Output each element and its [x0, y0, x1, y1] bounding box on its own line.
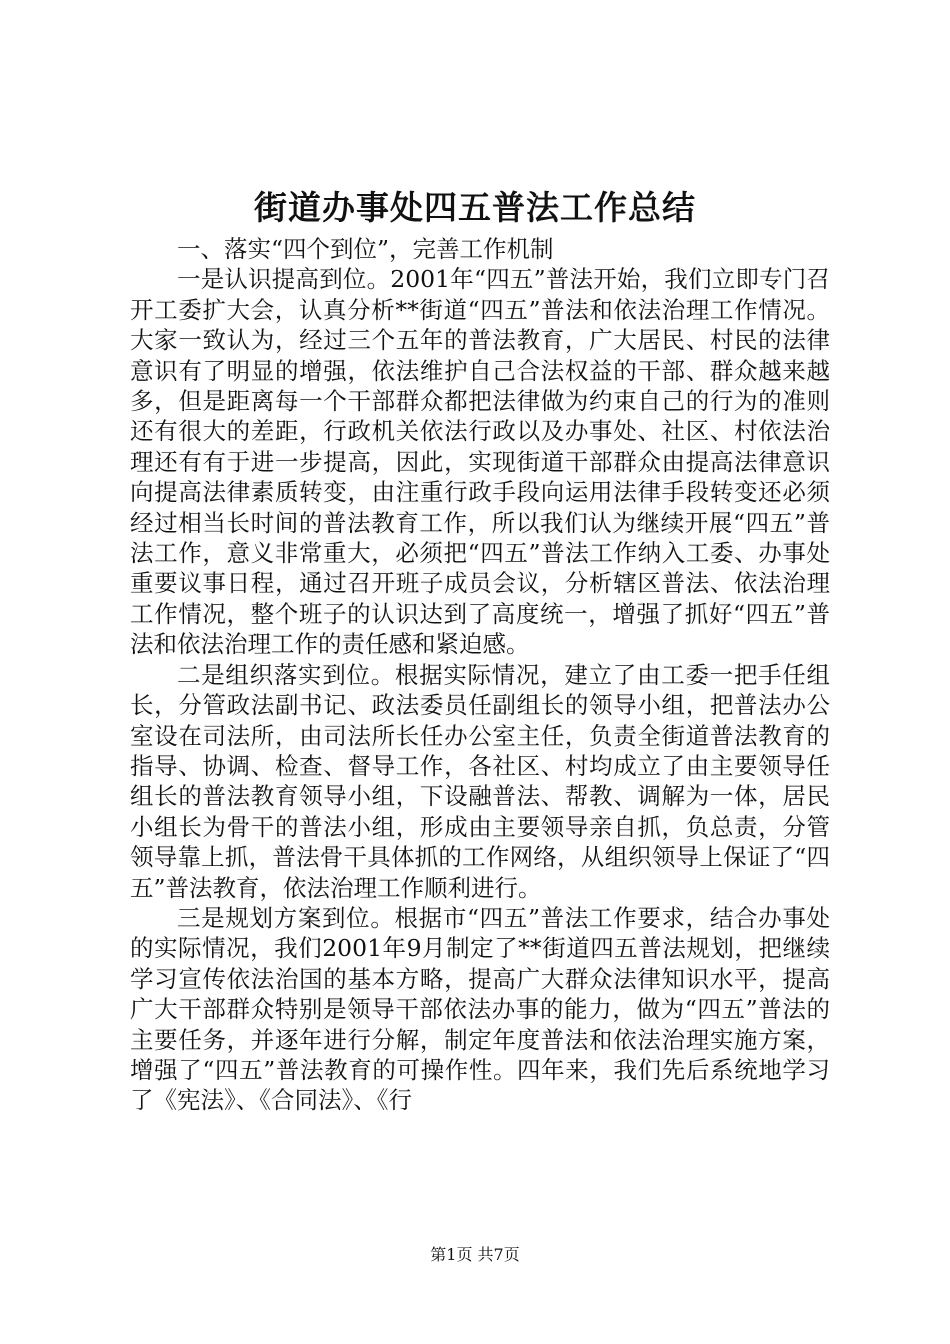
- body-paragraph: 一是认识提高到位。2001年“四五”普法开始，我们立即专门召开工委扩大会，认真分析**街道“四五”普法和依法治理工作情况。大家一致认为，经过三个五年的普法教育，广大居民、村民的法律意识有了明显的增强，依法维护自己合法权益的干部、群众越来越多，但是距离每一个干部群众都把法律做为约束自己的行为的准则还有很大的差距，行政机关依法行政以及办事处、社区、村依法治理还有有于进一步提高，因此，实现街道干部群众由提高法律意识向提高法律素质转变，由注重行政手段向运用法律手段转变还必须经过相当长时间的普法教育工作，所以我们认为继续开展“四五”普法工作，意义非常重大，必须把“四五”普法工作纳入工委、办事处重要议事日程，通过召开班子成员会议，分析辖区普法、依法治理工作情况，整个班子的认识达到了高度统一，增强了抓好“四五”普法和依法治理工作的责任感和紧迫感。: [130, 265, 830, 659]
- body-paragraph: 二是组织落实到位。根据实际情况，建立了由工委一把手任组长，分管政法副书记、政法委员任副组长的领导小组，把普法办公室设在司法所，由司法所长任办公室主任，负责全街道普法教育的指导、协调、检查、督导工作，各社区、村均成立了由主要领导任组长的普法教育领导小组，下设融普法、帮教、调解为一体，居民小组长为骨干的普法小组，形成由主要领导亲自抓，负总责，分管领导靠上抓，普法骨干具体抓的工作网络，从组织领导上保证了“四五”普法教育，依法治理工作顺利进行。: [130, 660, 830, 902]
- document-title: 街道办事处四五普法工作总结: [254, 188, 696, 227]
- section-heading: 一、落实“四个到位”，完善工作机制: [177, 235, 554, 263]
- body-paragraph: 三是规划方案到位。根据市“四五”普法工作要求，结合办事处的实际情况，我们2001年9月制定了**街道四五普法规划，把继续学习宣传依法治国的基本方略，提高广大群众法律知识水平，提高广大干部群众特别是领导干部依法办事的能力，做为“四五”普法的主要任务，并逐年进行分解，制定年度普法和依法治理实施方案，增强了“四五”普法教育的可操作性。四年来，我们先后系统地学习了《宪法》、《合同法》、《行: [130, 903, 830, 1115]
- document-body: [130, 234, 830, 1116]
- page-footer: 第1页 共7页: [430, 1245, 520, 1264]
